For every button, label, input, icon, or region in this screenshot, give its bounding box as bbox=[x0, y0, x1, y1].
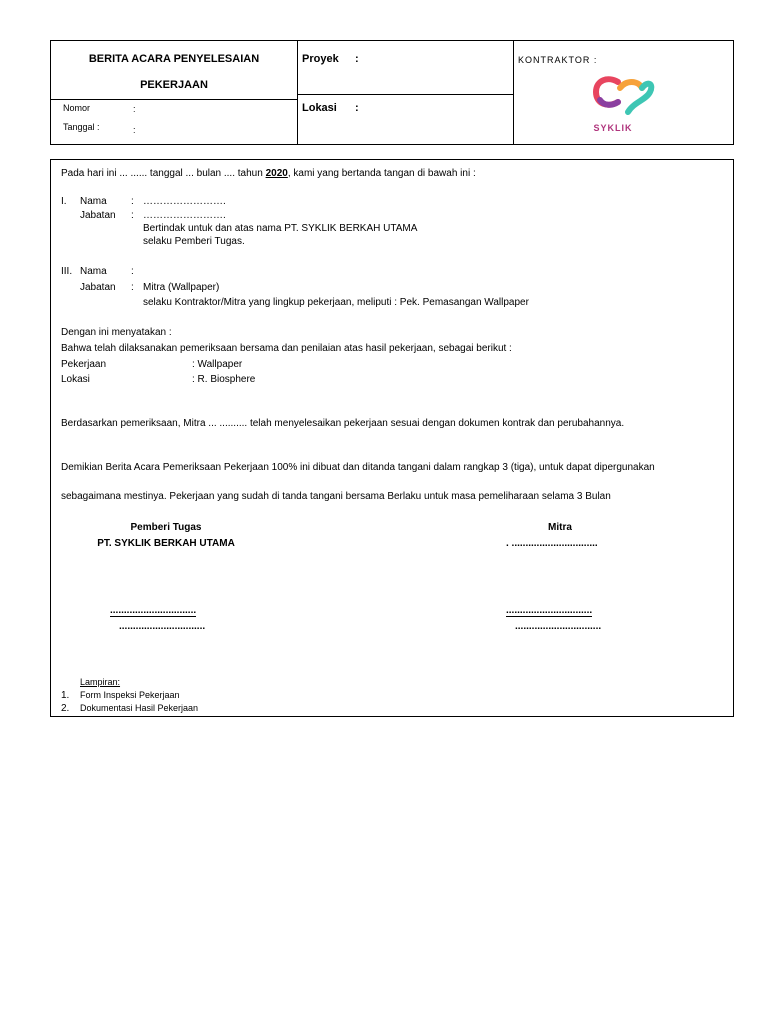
statement-2: Bahwa telah dilaksanakan pemeriksaan bersama dan penilaian atas hasil pekerjaan, sebagai berikut : bbox=[61, 343, 512, 354]
party1-num: I. bbox=[61, 196, 67, 207]
header-hline-left bbox=[50, 99, 298, 100]
tanggal-sep: : bbox=[133, 125, 136, 135]
party1-jabatan-value: ……………………. bbox=[143, 210, 226, 221]
attachment-1-num: 1. bbox=[61, 690, 70, 701]
kontraktor-label: KONTRAKTOR : bbox=[518, 55, 598, 65]
sign-right-name: ............................... bbox=[506, 605, 593, 616]
party2-jabatan-sep: : bbox=[131, 282, 134, 293]
syklik-logo bbox=[588, 72, 658, 136]
nomor-label: Nomor bbox=[63, 103, 91, 113]
party1-jabatan-sep: : bbox=[131, 210, 134, 221]
sign-right-company: . ............................... bbox=[506, 538, 598, 549]
attachment-2-num: 2. bbox=[61, 703, 70, 714]
party2-num: III. bbox=[61, 266, 73, 277]
doc-title-line1: BERITA ACARA PENYELESAIAN bbox=[88, 53, 260, 65]
header-divider-1 bbox=[297, 40, 298, 145]
party2-jabatan-value: Mitra (Wallpaper) bbox=[143, 282, 220, 293]
party1-nama-sep: : bbox=[131, 196, 134, 207]
party1-nama-label: Nama bbox=[80, 196, 107, 207]
header-hline-mid bbox=[297, 94, 513, 95]
doc-title-line2: PEKERJAAN bbox=[140, 79, 208, 91]
sign-right-position: ............................... bbox=[515, 621, 602, 632]
sign-left-position: ............................... bbox=[119, 621, 206, 632]
paragraph-2: Demikian Berita Acara Pemeriksaan Pekerjaan 100% ini dibuat dan ditanda tangani dalam rangkap 3 (tiga), untuk dapat dipergunakan bbox=[61, 462, 655, 473]
pekerjaan-label: Pekerjaan bbox=[61, 359, 107, 370]
attachment-label: Lampiran: bbox=[80, 677, 121, 687]
lokasi-label: Lokasi bbox=[302, 102, 337, 114]
paragraph-1: Berdasarkan pemeriksaan, Mitra ... .......... telah menyelesaikan pekerjaan sesuai dengan dokumen kontrak dan perubahannya. bbox=[61, 418, 625, 429]
tanggal-label: Tanggal : bbox=[63, 122, 100, 132]
paragraph-3: sebagaimana mestinya. Pekerjaan yang sudah di tanda tangani bersama Berlaku untuk masa pemeliharaan selama 3 Bulan bbox=[61, 491, 611, 502]
statement-1: Dengan ini menyatakan : bbox=[61, 327, 172, 338]
attachment-1-text: Form Inspeksi Pekerjaan bbox=[80, 690, 180, 700]
party1-nama-value: ……………………. bbox=[143, 196, 226, 207]
party1-jabatan-label: Jabatan bbox=[80, 210, 116, 221]
lokasi-sep: : bbox=[355, 102, 359, 114]
proyek-label: Proyek bbox=[302, 53, 339, 65]
sign-left-company: PT. SYKLIK BERKAH UTAMA bbox=[97, 538, 235, 549]
sign-left-title: Pemberi Tugas bbox=[130, 522, 202, 533]
sign-right-title: Mitra bbox=[548, 522, 572, 533]
party2-nama-label: Nama bbox=[80, 266, 107, 277]
logo-text: SYKLIK bbox=[593, 123, 633, 133]
party2-jabatan-label: Jabatan bbox=[80, 282, 116, 293]
opening-pre: Pada hari ini ... ...... tanggal ... bulan .... tahun bbox=[61, 168, 266, 179]
pekerjaan-value: : Wallpaper bbox=[192, 359, 243, 370]
syklik-logo-mark bbox=[588, 72, 658, 118]
lokasi-body-label: Lokasi bbox=[61, 374, 90, 385]
party2-line3: selaku Kontraktor/Mitra yang lingkup pekerjaan, meliputi : Pek. Pemasangan Wallpaper bbox=[143, 297, 529, 308]
party1-line4: selaku Pemberi Tugas. bbox=[143, 236, 245, 247]
attachment-2-text: Dokumentasi Hasil Pekerjaan bbox=[80, 703, 199, 713]
lokasi-body-value: : R. Biosphere bbox=[192, 374, 256, 385]
opening-post: , kami yang bertanda tangan di bawah ini : bbox=[287, 168, 476, 179]
sign-left-name: ............................... bbox=[110, 605, 197, 616]
opening-line bbox=[61, 168, 476, 179]
party2-nama-sep: : bbox=[131, 266, 134, 277]
opening-year: 2020 bbox=[265, 168, 288, 179]
header-divider-2 bbox=[513, 40, 514, 145]
party1-line3: Bertindak untuk dan atas nama PT. SYKLIK BERKAH UTAMA bbox=[143, 223, 418, 234]
nomor-sep: : bbox=[133, 104, 136, 114]
proyek-sep: : bbox=[355, 53, 359, 65]
